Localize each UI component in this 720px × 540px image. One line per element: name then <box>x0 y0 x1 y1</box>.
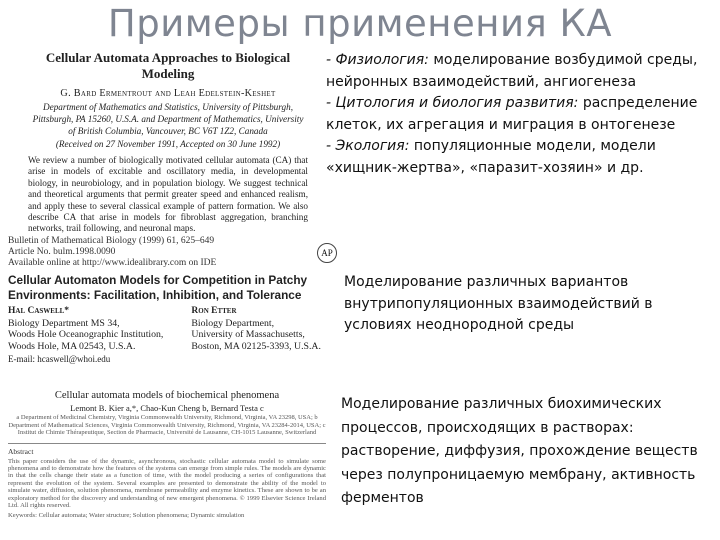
paper-1-affiliation: Department of Mathematics and Statistics, University of Pittsburgh, Pittsburgh, PA 15260, U.S.A. and Department of Mathematics, University of British Columbia, Vancouver, BC V6T 1Z2, Canada <box>32 102 304 136</box>
paper-2-available: Available online at http://www.idealibrary.com on IDE <box>8 258 217 268</box>
slide-title: Примеры применения КА <box>107 2 613 45</box>
paper-1-abstract: We review a number of biologically motivated cellular automata (CA) that arise in models of excitable and oscillatory media, in developmental biology, in neurobiology, and in population biology. We suggest technical and theoretical arguments that permit greater speed and enhanced realism, and apply these to several classical example of pattern formation. We also describe CA that arise in models for fibroblast aggregation, branching networks, trail following, and neuronal maps. <box>28 155 308 234</box>
paper-2-title: Cellular Automaton Models for Competition in Patchy Environments: Facilitation, Inhibition, and Tolerance <box>8 273 308 302</box>
paper-3-keywords: Keywords: Cellular automata; Water structure; Solution phenomena; Dynamic simulation <box>8 512 245 520</box>
paper-1-received: (Received on 27 November 1991, Accepted on 30 June 1992) <box>55 139 281 149</box>
paper-1-authors: G. Bard Ermentrout and Leah Edelstein-Keshet <box>60 88 276 99</box>
paper-3-authors: Lemont B. Kier a,*, Chao-Kun Cheng b, Bernard Testa c <box>70 403 264 413</box>
note-biochemical: Моделирование различных биохимических процессов, происходящих в растворах: растворение, диффузия, прохождение веществ через полупроницаемую мембрану, активность ферментов <box>341 396 698 506</box>
paper-2-journal: Bulletin of Mathematical Biology (1999) 61, 625–649 <box>8 236 215 246</box>
paper-excerpt-1 <box>28 50 308 234</box>
paper-excerpt-3 <box>8 390 326 538</box>
note-item: - Экология: популяционные модели, модели «хищник-жертва», «паразит-хозяин» и др. <box>326 138 656 176</box>
paper-3-abstract-label: Abstract <box>8 446 34 456</box>
divider <box>8 443 326 444</box>
note-item: - Цитология и биология развития: распределение клеток, их агрегация и миграция в онтогенезе <box>326 95 698 133</box>
paper-3-affiliations: a Department of Medicinal Chemistry, Virginia Commonwealth University, Richmond, Virginia, VA 23298, USA; b Department of Mathematical Sciences, Virginia Commonwealth University, Richmond, Virginia, VA 23284-2014, USA; c Institut de Chimie Thérapeutique, Section de Pharmacie, Université de Lausanne, CH-1015 Lausanne, Switzerland <box>8 414 326 436</box>
paper-3-title: Cellular automata models of biochemical phenomena <box>54 390 280 401</box>
paper-1-title: Cellular Automata Approaches to Biological Modeling <box>45 50 291 81</box>
note-application-areas <box>326 50 718 179</box>
paper-3-abstract: This paper considers the use of the dynamic, asynchronous, stochastic cellular automata model to simulate some phenomena and to demonstrate how the features of the systems can emerge from simple rules. The models are dynamic in that the cells change their state as a function of time, with the model producing a series of configurations that represent the evolution of the system. Several examples are presented to demonstrate the ability of the model to simulate water, diffusion, solution phenomena, membrane permeability and enzyme kinetics. These are shown to be an exploratory method for the discovery and understanding of new emergent phenomena. © 1999 Elsevier Science Ireland Ltd. All rights reserved. <box>8 457 326 509</box>
publisher-logo: AP <box>317 243 337 263</box>
paper-2-author-1: Hal Caswell* Biology Department MS 34, Woods Hole Oceanographic Institution, Woods Hole, MA 02543, U.S.A. <box>8 306 164 352</box>
note-intrapopulation: Моделирование различных вариантов внутрипопуляционных взаимодействий в условиях неоднородной среды <box>344 274 653 333</box>
paper-2-author-2: Ron Etter Biology Department, University of Massachusetts, Boston, MA 02125-3393, U.S.A. <box>191 306 321 352</box>
paper-excerpt-2 <box>8 236 328 384</box>
paper-2-email: E-mail: hcaswell@whoi.edu <box>8 354 111 365</box>
note-item: - Физиология: моделирование возбудимой среды, нейронных взаимодействий, ангиогенеза <box>326 52 698 90</box>
paper-2-article-no: Article No. bulm.1998.0090 <box>8 247 116 257</box>
